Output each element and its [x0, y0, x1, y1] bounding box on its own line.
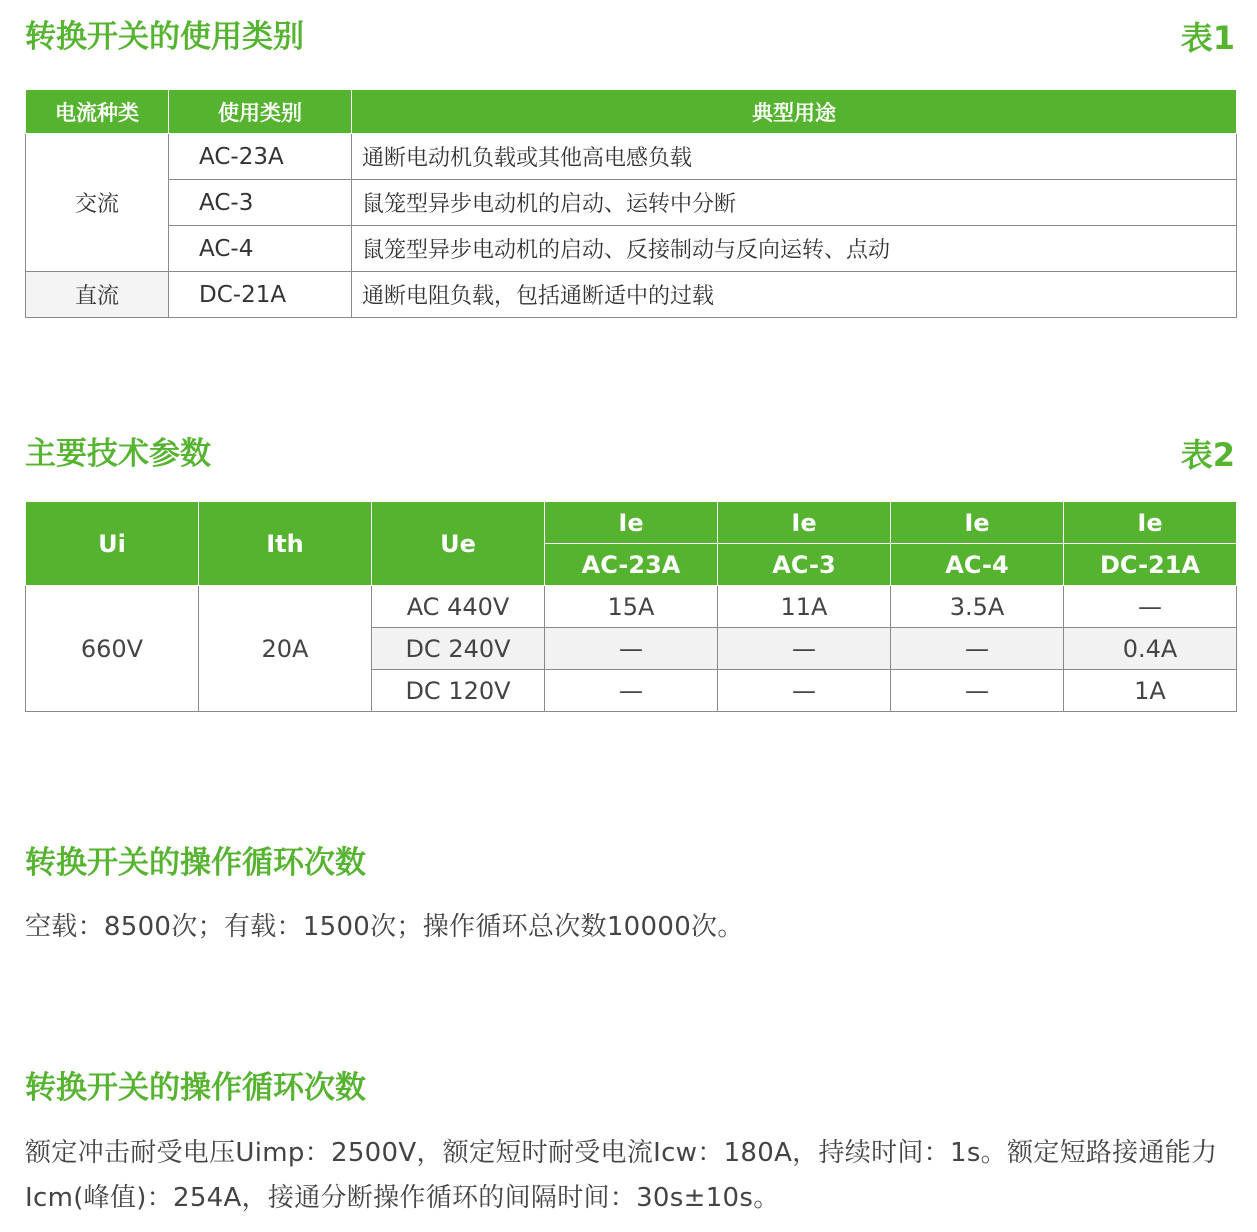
header-ie: Ie — [545, 502, 718, 544]
ie-value: — — [545, 628, 718, 670]
ie-value: 11A — [718, 586, 891, 628]
header-ie: Ie — [891, 502, 1064, 544]
ratings-text: 额定冲击耐受电压Uimp：2500V，额定短时耐受电流Icw：180A，持续时间：1s。额定短路接通能力Icm(峰值)：254A，接通分断操作循环的间隔时间：30s±10s。 — [25, 1138, 1218, 1213]
current-type-ac: 交流 — [26, 134, 169, 272]
section-title-usage-category: 转换开关的使用类别 — [25, 19, 304, 55]
typical-use: 通断电动机负载或其他高电感负载 — [352, 134, 1237, 180]
ie-value: 0.4A — [1064, 628, 1237, 670]
typical-use: 通断电阻负载，包括通断适中的过载 — [352, 272, 1237, 318]
operation-cycles-text: 空载：8500次；有载：1500次；操作循环总次数10000次。 — [25, 912, 744, 942]
typical-use: 鼠笼型异步电动机的启动、运转中分断 — [352, 180, 1237, 226]
ie-value: 3.5A — [891, 586, 1064, 628]
header-ie-category: DC-21A — [1064, 544, 1237, 586]
table-row — [26, 134, 1237, 180]
category-code: AC-4 — [169, 226, 352, 272]
tech-params-table — [25, 501, 1237, 712]
table-row — [26, 586, 1237, 628]
table-header-row — [26, 90, 1237, 134]
header-ie-category: AC-23A — [545, 544, 718, 586]
table-row — [26, 226, 1237, 272]
usage-category-table — [25, 89, 1237, 318]
ie-value: — — [1064, 586, 1237, 628]
ie-value: 15A — [545, 586, 718, 628]
table-header-row — [26, 502, 1237, 544]
header-current-type: 电流种类 — [26, 90, 169, 134]
table-label-1: 表1 — [1180, 19, 1235, 57]
table-label-2: 表2 — [1180, 436, 1235, 474]
header-ith: Ith — [199, 502, 372, 586]
ie-value: — — [891, 628, 1064, 670]
header-typical-use: 典型用途 — [352, 90, 1237, 134]
header-usage-category: 使用类别 — [169, 90, 352, 134]
ie-value: 1A — [1064, 670, 1237, 712]
section-title-operation-cycles: 转换开关的操作循环次数 — [25, 845, 366, 881]
category-code: DC-21A — [169, 272, 352, 318]
table-row — [26, 272, 1237, 318]
category-code: AC-3 — [169, 180, 352, 226]
ie-value: — — [718, 670, 891, 712]
category-code: AC-23A — [169, 134, 352, 180]
ui-value: 660V — [26, 586, 199, 712]
current-type-dc: 直流 — [26, 272, 169, 318]
ie-value: — — [891, 670, 1064, 712]
header-ie: Ie — [718, 502, 891, 544]
header-ui: Ui — [26, 502, 199, 586]
ue-value: AC 440V — [372, 586, 545, 628]
ith-value: 20A — [199, 586, 372, 712]
section-title-operation-cycles-2: 转换开关的操作循环次数 — [25, 1070, 366, 1106]
section-title-tech-params: 主要技术参数 — [25, 436, 211, 472]
table-row — [26, 180, 1237, 226]
typical-use: 鼠笼型异步电动机的启动、反接制动与反向运转、点动 — [352, 226, 1237, 272]
header-ie-category: AC-3 — [718, 544, 891, 586]
ue-value: DC 240V — [372, 628, 545, 670]
ue-value: DC 120V — [372, 670, 545, 712]
header-ie: Ie — [1064, 502, 1237, 544]
ie-value: — — [718, 628, 891, 670]
header-ue: Ue — [372, 502, 545, 586]
ie-value: — — [545, 670, 718, 712]
header-ie-category: AC-4 — [891, 544, 1064, 586]
